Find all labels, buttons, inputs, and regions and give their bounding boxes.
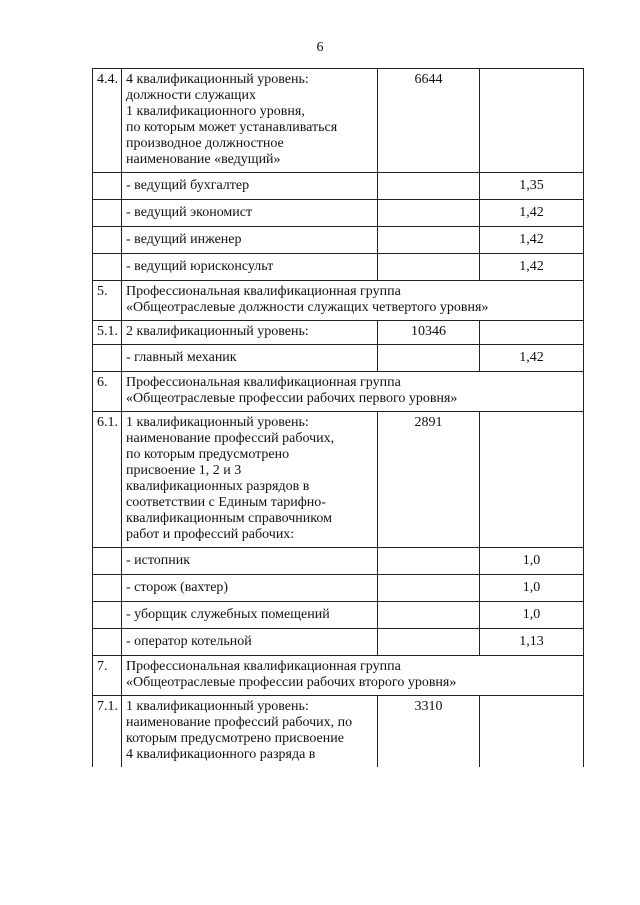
coefficient: 1,0 bbox=[480, 602, 584, 629]
position-row bbox=[93, 602, 584, 629]
group-title: Профессиональная квалификационная группа «Общеотраслевые профессии рабочих первого уровня» bbox=[122, 372, 584, 412]
row-number bbox=[93, 254, 122, 281]
level-row bbox=[93, 321, 584, 345]
position-name: - уборщик служебных помещений bbox=[122, 602, 378, 629]
level-row bbox=[93, 69, 584, 173]
position-row bbox=[93, 227, 584, 254]
position-row bbox=[93, 254, 584, 281]
level-description: 4 квалификационный уровень: должности служащих 1 квалификационного уровня, по которым может устанавливаться производное должностное наименование «ведущий» bbox=[122, 69, 378, 173]
base-salary: 10346 bbox=[378, 321, 480, 345]
base-salary: 2891 bbox=[378, 412, 480, 548]
group-title: Профессиональная квалификационная группа «Общеотраслевые должности служащих четвертого уровня» bbox=[122, 281, 584, 321]
base-salary bbox=[378, 227, 480, 254]
level-row bbox=[93, 412, 584, 548]
row-number bbox=[93, 548, 122, 575]
coefficient: 1,35 bbox=[480, 173, 584, 200]
row-number bbox=[93, 602, 122, 629]
level-description: 2 квалификационный уровень: bbox=[122, 321, 378, 345]
coefficient: 1,42 bbox=[480, 254, 584, 281]
group-row bbox=[93, 372, 584, 412]
row-number bbox=[93, 629, 122, 656]
position-row bbox=[93, 629, 584, 656]
position-name: - истопник bbox=[122, 548, 378, 575]
base-salary bbox=[378, 200, 480, 227]
coefficient: 1,42 bbox=[480, 345, 584, 372]
position-row bbox=[93, 200, 584, 227]
level-row bbox=[93, 696, 584, 768]
position-name: - ведущий юрисконсульт bbox=[122, 254, 378, 281]
coefficient bbox=[480, 321, 584, 345]
base-salary bbox=[378, 629, 480, 656]
coefficient: 1,42 bbox=[480, 227, 584, 254]
qualification-table bbox=[92, 68, 584, 767]
table-body bbox=[93, 69, 584, 768]
level-description: 1 квалификационный уровень: наименование профессий рабочих, по которым предусмотрено присвоение 1, 2 и 3 квалификационных разрядов в соответствии с Единым тарифно- квалификационным справочником работ и профессий рабочих: bbox=[122, 412, 378, 548]
position-name: - сторож (вахтер) bbox=[122, 575, 378, 602]
base-salary bbox=[378, 575, 480, 602]
coefficient bbox=[480, 69, 584, 173]
base-salary bbox=[378, 173, 480, 200]
coefficient bbox=[480, 412, 584, 548]
coefficient: 1,13 bbox=[480, 629, 584, 656]
position-row bbox=[93, 345, 584, 372]
base-salary bbox=[378, 602, 480, 629]
position-name: - ведущий инженер bbox=[122, 227, 378, 254]
group-title: Профессиональная квалификационная группа «Общеотраслевые профессии рабочих второго уровня» bbox=[122, 656, 584, 696]
level-description: 1 квалификационный уровень: наименование профессий рабочих, по которым предусмотрено присвоение 4 квалификационного разряда в bbox=[122, 696, 378, 768]
group-row bbox=[93, 281, 584, 321]
row-number bbox=[93, 227, 122, 254]
row-number: 6.1. bbox=[93, 412, 122, 548]
row-number: 5. bbox=[93, 281, 122, 321]
row-number bbox=[93, 345, 122, 372]
position-name: - оператор котельной bbox=[122, 629, 378, 656]
coefficient: 1,42 bbox=[480, 200, 584, 227]
base-salary bbox=[378, 254, 480, 281]
row-number: 4.4. bbox=[93, 69, 122, 173]
position-name: - ведущий экономист bbox=[122, 200, 378, 227]
position-row bbox=[93, 173, 584, 200]
row-number bbox=[93, 200, 122, 227]
coefficient: 1,0 bbox=[480, 548, 584, 575]
coefficient: 1,0 bbox=[480, 575, 584, 602]
coefficient bbox=[480, 696, 584, 768]
row-number bbox=[93, 575, 122, 602]
position-row bbox=[93, 548, 584, 575]
position-name: - главный механик bbox=[122, 345, 378, 372]
row-number: 7.1. bbox=[93, 696, 122, 768]
page-number: 6 bbox=[316, 40, 324, 55]
row-number: 5.1. bbox=[93, 321, 122, 345]
row-number: 6. bbox=[93, 372, 122, 412]
position-row bbox=[93, 575, 584, 602]
base-salary bbox=[378, 548, 480, 575]
row-number bbox=[93, 173, 122, 200]
base-salary: 3310 bbox=[378, 696, 480, 768]
row-number: 7. bbox=[93, 656, 122, 696]
position-name: - ведущий бухгалтер bbox=[122, 173, 378, 200]
group-row bbox=[93, 656, 584, 696]
base-salary: 6644 bbox=[378, 69, 480, 173]
base-salary bbox=[378, 345, 480, 372]
